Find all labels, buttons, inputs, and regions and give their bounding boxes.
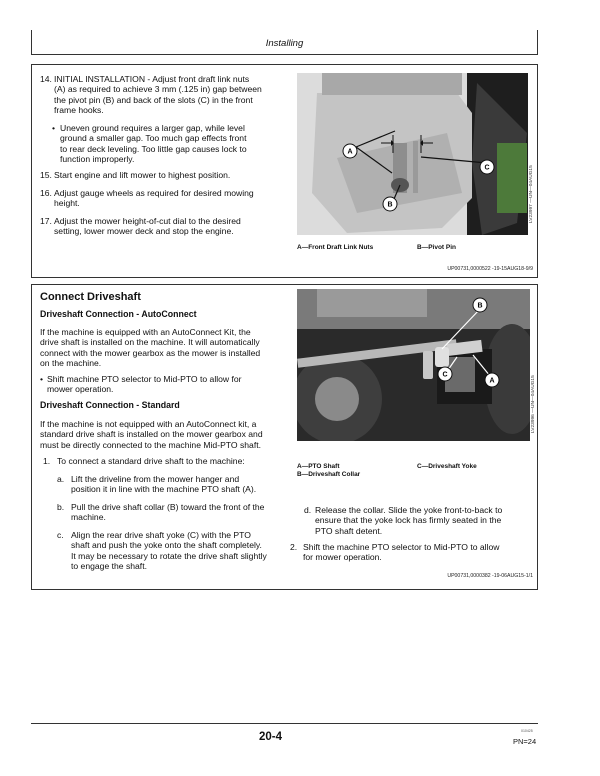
figure1-vertical-ref: LV23997 —UN—04AUG15 bbox=[529, 165, 534, 223]
page-header bbox=[31, 30, 538, 55]
section-title: Connect Driveshaft bbox=[40, 291, 141, 303]
callout-a: A bbox=[489, 377, 495, 385]
draft-link-photo bbox=[297, 73, 528, 235]
caption-driveshaft-collar: B—Driveshaft Collar bbox=[297, 471, 361, 478]
caption-front-draft-link-nuts: A—Front Draft Link Nuts bbox=[297, 244, 374, 251]
subheading-autoconnect: Driveshaft Connection - AutoConnect bbox=[40, 309, 197, 319]
reference-code: UP00731,0000382 -19-06AUG15-1/1 bbox=[447, 573, 533, 579]
driveshaft-photo bbox=[297, 289, 530, 441]
callout-a: A bbox=[347, 148, 353, 156]
driveshaft-illustration bbox=[297, 289, 530, 441]
draft-link-illustration bbox=[297, 73, 528, 235]
subheading-standard: Driveshaft Connection - Standard bbox=[40, 400, 180, 410]
reference-code: UP00731,0000522 -19-15AUG18-9/9 bbox=[447, 266, 533, 272]
page-number: 20-4 bbox=[259, 731, 283, 743]
caption-pivot-pin: B—Pivot Pin bbox=[417, 244, 457, 251]
footer-divider bbox=[31, 723, 538, 724]
footer-code: 010425 bbox=[521, 729, 533, 733]
callout-b: B bbox=[387, 201, 393, 209]
pn-number: PN=24 bbox=[513, 737, 537, 746]
caption-pto-shaft: A—PTO Shaft bbox=[297, 463, 340, 470]
figure2-vertical-ref: LV23996 —UN—04AUG15 bbox=[531, 375, 536, 433]
callout-c: C bbox=[442, 371, 448, 379]
section-initial-installation: 14. INITIAL INSTALLATION - Adjust front draft link nuts (A) as required to achieve 3 mm (.125 in) gap between the pivot pin (B) and back of the slots (C) in the front frame hooks. • Uneven ground requires a larger gap, while level ground a smaller gap. Too much gap effects front to rear deck leveling. Too little gap causes lock to function improperly. 15. Start engine and lift mower to highest position. 16. Adjust gauge wheels as required for desired mowing height. 17. Adjust the mower height-of-cut dial to the desired setting, lower mower deck and stop the engine. A B C LV23997 —UN—04AUG15 A—Front Draft Link Nuts B—Pivot Pin UP00731,0000522 -19-15AUG18-9/9 bbox=[31, 64, 538, 278]
callout-c: C bbox=[484, 164, 490, 172]
section-connect-driveshaft: Connect Driveshaft Driveshaft Connection - AutoConnect If the machine is equipped with an AutoConnect Kit, the drive shaft is installed on the machine. It will automatically connect with the mower gearbox as the mower is installed on the machine. • Shift machine PTO selector to Mid-PTO to allow for mower operation. Driveshaft Connection - Standard If the machine is not equipped with an AutoConnect kit, a standard drive shaft is installed on the mower gearbox and must be directly connected to the machine Mid-PTO shaft. 1. To connect a standard drive shaft to the machine: a. Lift the driveline from the mower hanger and position it in line with the machine PTO shaft (A). b. Pull the drive shaft collar (B) toward the front of the machine. c. Align the rear drive shaft yoke (C) with the PTO shaft and push the yoke onto the shaft completely. It may be necessary to rotate the drive shaft slightly to engage the shaft. B C A LV23996 —UN—04AUG15 A—PTO Shaft B—Driveshaft Collar C—Driveshaft Yoke d. Release the collar. Slide the yoke front-to-back to ensure that the yoke lock has firmly seated in the PTO shaft detent. 2. Shift the machine PTO selector to Mid-PTO to allow for mower operation. UP00731,0000382 -19-06AUG15-1/1 bbox=[31, 284, 538, 590]
caption-driveshaft-yoke: C—Driveshaft Yoke bbox=[417, 463, 477, 470]
paragraph-autoconnect: If the machine is equipped with an AutoConnect Kit, the drive shaft is installed on the machine. It will automatically connect with the mower gearbox as the mower is installed on the machine. bbox=[40, 327, 261, 369]
paragraph-standard: If the machine is not equipped with an AutoConnect kit, a standard drive shaft is installed on the mower gearbox and must be directly connected to the machine Mid-PTO shaft. bbox=[40, 419, 263, 450]
callout-b: B bbox=[477, 302, 483, 310]
header-title: Installing bbox=[265, 38, 304, 49]
